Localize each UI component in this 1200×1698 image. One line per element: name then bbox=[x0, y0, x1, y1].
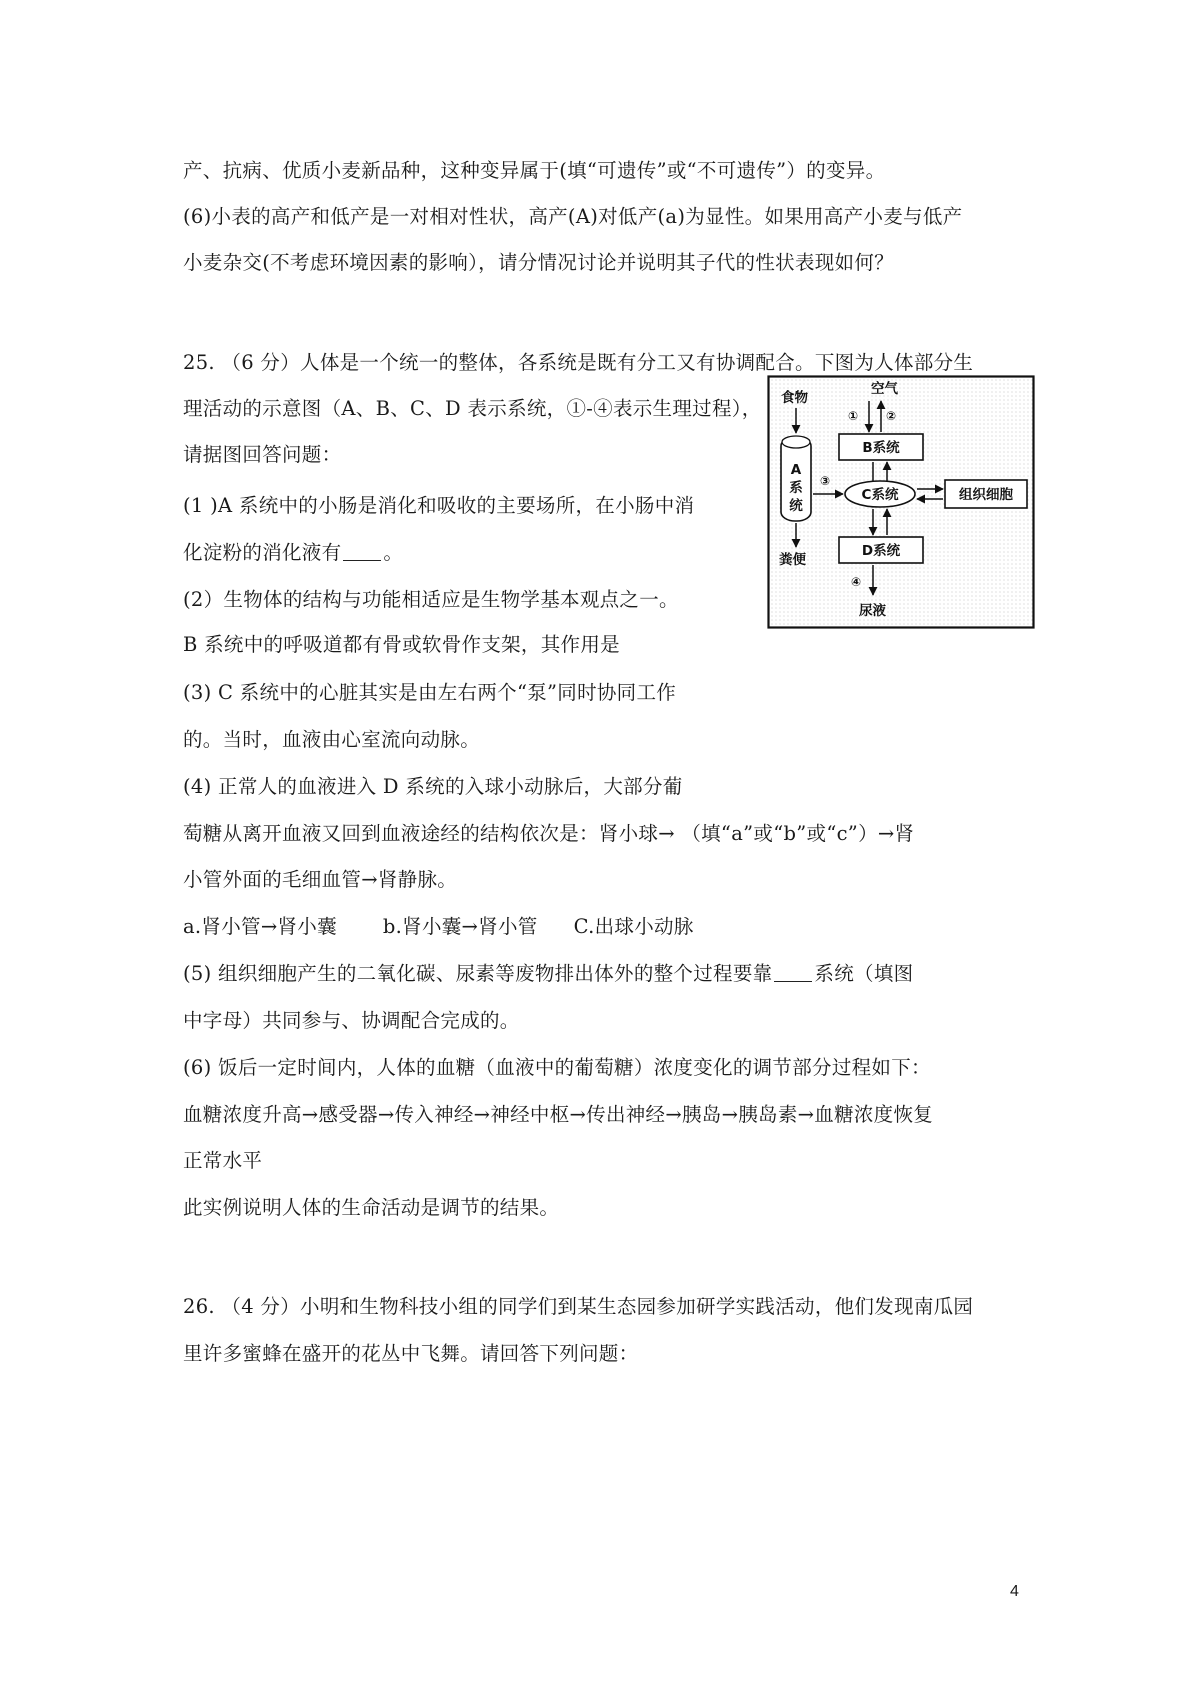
page-number: 4 bbox=[1010, 1583, 1019, 1600]
urine-label: 尿液 bbox=[859, 603, 886, 619]
text-line: 的。当时，血液由心室流向动脉。 bbox=[183, 728, 481, 751]
option-a: a.肾小管→肾小囊 bbox=[183, 915, 337, 938]
question-25-part-4: (4) 正常人的血液进入 D 系统的入球小动脉后，大部分葡 bbox=[183, 775, 683, 798]
question-25-part-5 bbox=[183, 961, 913, 987]
question-25-part-1: (1 )A 系统中的小肠是消化和吸收的主要场所，在小肠中消 bbox=[183, 494, 695, 517]
air-label: 空气 bbox=[871, 381, 898, 397]
text-fragment: (5) 组织细胞产生的二氧化碳、尿素等废物排出体外的整个过程要靠 bbox=[183, 962, 773, 985]
text-line: 血糖浓度升高→感受器→传入神经→神经中枢→传出神经→胰岛→胰岛素→血糖浓度恢复 bbox=[183, 1103, 934, 1126]
question-26-heading: 26. （4 分）小明和生物科技小组的同学们到某生态园参加研学实践活动，他们发现南瓜园 bbox=[183, 1295, 974, 1318]
answer-blank bbox=[774, 961, 812, 982]
text-line: 小管外面的毛细血管→肾静脉。 bbox=[183, 868, 458, 891]
text-line bbox=[183, 540, 403, 566]
text-line: 小麦杂交(不考虑环境因素的影响），请分情况讨论并说明其子代的性状表现如何？ bbox=[183, 251, 894, 274]
text-line: 理活动的示意图（A、B、C、D 表示系统，①-④表示生理过程）， bbox=[183, 397, 762, 420]
question-25-heading: 25. （6 分）人体是一个统一的整体，各系统是既有分工又有协调配合。下图为人体部分生 bbox=[183, 351, 974, 374]
question-25-part-2: (2）生物体的结构与功能相适应是生物学基本观点之一。 bbox=[183, 588, 679, 611]
text-line: 里许多蜜蜂在盛开的花丛中飞舞。请回答下列问题： bbox=[183, 1342, 639, 1365]
text-line: B 系统中的呼吸道都有骨或软骨作支架，其作用是 bbox=[183, 633, 620, 656]
a-system-label-2: 系 bbox=[789, 480, 803, 496]
option-c: C.出球小动脉 bbox=[573, 915, 694, 938]
question-25-part-3: (3) C 系统中的心脏其实是由左右两个“泵”同时协同工作 bbox=[183, 681, 677, 704]
text-line: 产、抗病、优质小麦新品种，这种变异属于(填“可遗传”或“不可遗传”）的变异。 bbox=[183, 159, 886, 182]
text-line: 请据图回答问题： bbox=[183, 443, 342, 466]
tissue-cells-label: 组织细胞 bbox=[959, 487, 1013, 503]
text-line: 萄糖从离开血液又回到血液途经的结构依次是：肾小球→ （填“a”或“b”或“c”）→肾 bbox=[183, 822, 915, 845]
step-2-label: ② bbox=[886, 409, 897, 423]
text-line: 中字母）共同参与、协调配合完成的。 bbox=[183, 1009, 520, 1032]
step-3-label: ③ bbox=[820, 474, 831, 488]
question-25-part-6: (6) 饭后一定时间内，人体的血糖（血液中的葡萄糖）浓度变化的调节部分过程如下： bbox=[183, 1056, 931, 1079]
text-fragment: 。 bbox=[383, 541, 404, 564]
step-4-label: ④ bbox=[851, 575, 862, 589]
question-24-part-6: (6)小表的高产和低产是一对相对性状，高产(A)对低产(a)为显性。如果用高产小麦与低产 bbox=[183, 205, 963, 228]
food-label: 食物 bbox=[781, 390, 808, 406]
text-fragment: 化淀粉的消化液有 bbox=[183, 541, 342, 564]
text-line: 正常水平 bbox=[183, 1149, 263, 1172]
option-line bbox=[183, 914, 694, 940]
text-line: 此实例说明人体的生命活动是调节的结果。 bbox=[183, 1196, 560, 1219]
option-b: b.肾小囊→肾小管 bbox=[382, 915, 538, 938]
a-system-tube-top bbox=[782, 436, 810, 448]
answer-blank bbox=[343, 540, 381, 561]
a-system-label-1: A bbox=[790, 462, 802, 478]
feces-label: 粪便 bbox=[779, 552, 806, 568]
c-system-label: C系统 bbox=[861, 487, 899, 503]
b-system-label: B系统 bbox=[862, 440, 900, 456]
a-system-label-3: 统 bbox=[789, 498, 803, 514]
d-system-label: D系统 bbox=[861, 543, 901, 559]
text-fragment: 系统（填图 bbox=[814, 962, 914, 985]
body-systems-diagram bbox=[767, 375, 1035, 629]
step-1-label: ① bbox=[848, 409, 859, 423]
